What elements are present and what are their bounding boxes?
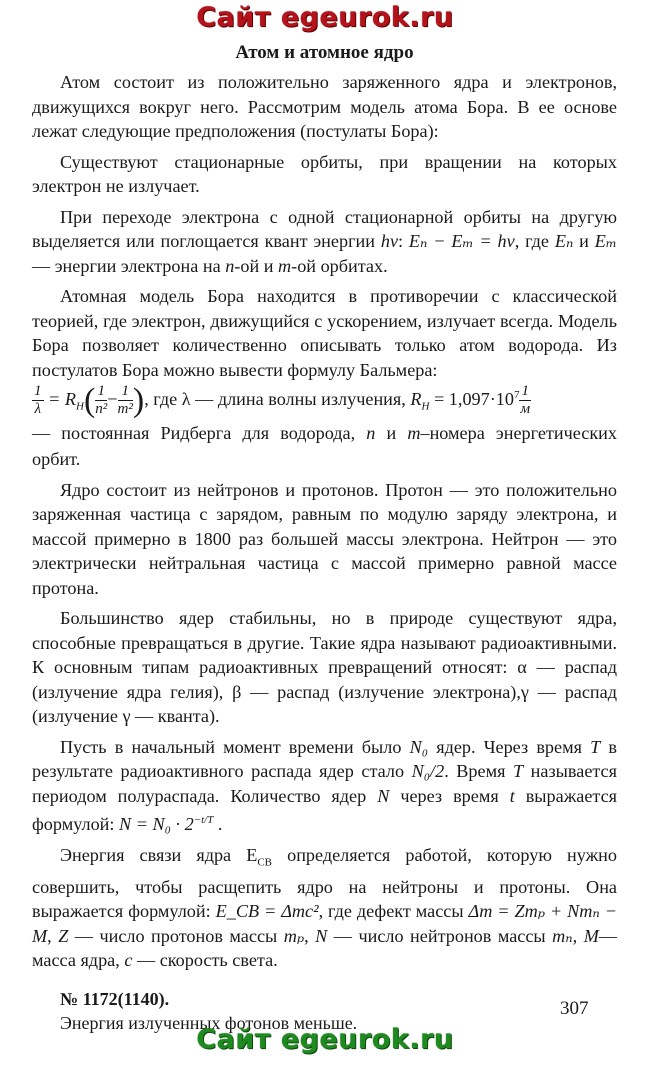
formula-energy-transition: Eₙ − Eₘ = hν [408, 231, 515, 251]
text: , где [514, 231, 555, 251]
denominator: м [520, 401, 531, 418]
text: называется периодом полураспада. Количество ядер [32, 761, 617, 806]
subscript: CB [257, 856, 273, 869]
fraction-one-over-lambda [32, 383, 44, 418]
symbol-em: Eₘ [594, 231, 617, 251]
text: -ой орбитах. [291, 255, 388, 276]
denominator: n² [95, 401, 108, 418]
page-number: 307 [560, 998, 589, 1019]
text: . Время [444, 761, 514, 782]
task-answer: Энергия излученных фотонов меньше. [60, 1012, 358, 1033]
text: –номера энергетических орбит. [32, 422, 617, 469]
denominator: m² [117, 401, 133, 418]
fraction-unit [519, 383, 531, 418]
formula-decay-law: N = N₀ · 2 [119, 814, 194, 835]
fraction-one-over-m2 [118, 383, 133, 418]
paragraph-half-life [32, 735, 617, 837]
text: — энергии электрона на [32, 255, 226, 276]
text: и [573, 231, 595, 251]
text: , где λ — длина волны излучения, [144, 389, 411, 410]
exponent: 7 [513, 389, 520, 401]
text: — скорость света. [132, 950, 278, 971]
watermark-top: Сайт egeurok.ru [196, 2, 454, 33]
subscript: H [75, 400, 84, 413]
document-page [32, 42, 617, 1035]
text: и [375, 422, 408, 443]
text: — число нейтронов массы [327, 925, 553, 946]
fraction-one-over-n2 [95, 383, 107, 418]
text: определяется работой, которую нужно совершить, чтобы расщепить ядро на нейтроны и протоны. Она выражается формулой: [32, 844, 617, 922]
text: При переходе электрона с одной стационарной орбиты на другую выделяется или поглощается квант энергии [32, 206, 617, 251]
numerator: 1 [521, 383, 529, 400]
formula-binding-energy: E_CB = Δmc² [215, 901, 319, 922]
text: -ой и [234, 255, 279, 276]
symbol-z: Z [58, 925, 69, 946]
symbol-t-lower: t [509, 785, 515, 806]
paren-close: ) [132, 381, 145, 419]
text: , [572, 925, 584, 946]
symbol-t: T [513, 761, 524, 782]
text: — масса ядра, [32, 925, 618, 971]
paragraph-intro: Атом состоит из положительно заряженного ядра и электронов, движущихся вокруг него. Рассмотрим модель атома Бора. В ее основе лежат следующие предположения (постулаты Бора): [32, 72, 617, 141]
symbol-t: T [590, 736, 601, 757]
text: через время [389, 785, 510, 806]
task-number: № 1172(1140). [60, 988, 170, 1009]
paragraph-radioactivity: Большинство ядер стабильны, но в природе существуют ядра, способные превращаться в другие. Такие ядра называют радиоактивными. К основным типам радиоактивных превращений относят: α — распад (излучение ядра гелия), β — распад (излучение электрона),γ — распад (излучение γ — кванта). [32, 608, 617, 727]
symbol-hv: hν [380, 231, 399, 251]
paragraph-nucleus: Ядро состоит из нейтронов и протонов. Протон — это положительно заряженная частица с зарядом, равным по модулю заряду электрона, и массой примерно в 1800 раз большей массы электрона. Нейтрон — это электрически нейтральная частица с массой примерно равной массе протона. [32, 479, 617, 598]
symbol-n0-half: N₀/2 [411, 761, 445, 782]
symbol-rh: = R [48, 389, 76, 410]
symbol-n: N [315, 925, 328, 946]
section-title: Атом и атомное ядро [235, 42, 414, 63]
symbol-mp: mₚ [283, 925, 305, 946]
symbol-n: n [366, 422, 376, 443]
paragraph-binding-energy [32, 843, 617, 973]
formula-mass-defect: Δm = Zmₚ + Nmₙ − M [32, 901, 617, 946]
text: , [47, 925, 59, 946]
text: . [213, 814, 223, 835]
text: — постоянная Ридберга для водорода, [32, 422, 367, 443]
numerator: 1 [118, 383, 133, 401]
symbol-en: Eₙ [554, 231, 574, 251]
text: в результате радиоактивного распада ядер стало [32, 736, 617, 782]
symbol-c: c [124, 950, 133, 971]
symbol-m-upper: M [583, 925, 599, 946]
paragraph-bohr-model: Атомная модель Бора находится в противоречии с классической теорией, где электрон, движущийся с ускорением, излучает всегда. Модель Бора позволяет количественно описывать только атом водорода. Из постулатов Бора можно вывести формулу Бальмера: [32, 286, 617, 380]
numerator: 1 [95, 383, 107, 401]
paragraph-balmer-formula [32, 382, 617, 472]
subscript: H [421, 400, 430, 413]
text: выражается формулой: [32, 785, 618, 835]
symbol-rh: R [410, 389, 422, 410]
paragraph-postulate-1: Существуют стационарные орбиты, при вращении на которых электрон не излучает. [32, 151, 617, 196]
exponent: −t/T [193, 814, 214, 827]
symbol-mn: mₙ [552, 925, 573, 946]
symbol-n: n [225, 255, 235, 276]
rydberg-value: = 1,097·10 [429, 389, 514, 410]
watermark-bottom: Сайт egeurok.ru [196, 1024, 454, 1055]
symbol-n: N [377, 785, 390, 806]
symbol-m: m [407, 422, 421, 443]
paragraph-postulate-2 [32, 205, 617, 279]
symbol-n0: N₀ [409, 736, 429, 757]
text: : [398, 231, 409, 251]
numerator: 1 [34, 383, 42, 400]
denominator: λ [34, 401, 41, 418]
minus-sign: − [107, 389, 118, 410]
text: ядер. Через время [428, 736, 591, 757]
symbol-m: m [278, 255, 292, 276]
text: , [304, 925, 316, 946]
text: , где дефект массы [318, 901, 469, 922]
text: Пусть в начальный момент времени было [60, 736, 410, 757]
text: — число протонов массы [68, 925, 284, 946]
text: Энергия связи ядра E [60, 844, 258, 865]
paren-open: ( [83, 381, 96, 419]
